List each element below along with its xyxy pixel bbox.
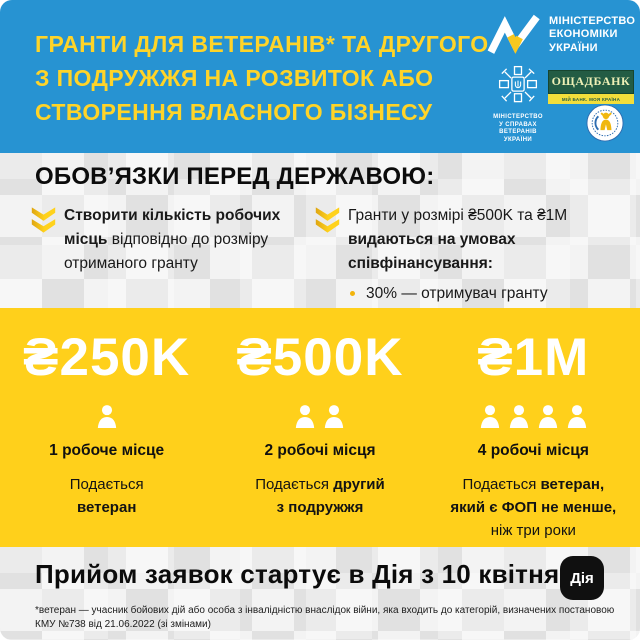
jobs-label: 2 робочі місця — [264, 442, 376, 459]
bullet-dot-icon — [350, 291, 355, 296]
grant-amount: ₴1М — [477, 328, 590, 387]
footnote — [35, 604, 614, 631]
title-line-3: СТВОРЕННЯ ВЛАСНОГО БІЗНЕСУ — [35, 99, 433, 125]
footnote-line-2: КМУ №738 від 21.06.2022 (зі змінами) — [35, 618, 211, 630]
footer-section — [0, 547, 640, 640]
grant-column-1m — [427, 330, 640, 547]
workers-icons — [213, 402, 426, 430]
person-icon — [537, 404, 559, 430]
application-start-announcement: Прийом заявок стартує в Дія з 10 квітня — [35, 559, 560, 589]
economy-ministry-label: МІНІСТЕРСТВО ЕКОНОМІКИ УКРАЇНИ — [549, 14, 636, 54]
grant-description: Подається ветеран — [69, 476, 144, 516]
diia-logo — [560, 556, 604, 600]
grant-amount: ₴250K — [23, 328, 191, 387]
footnote-line-1: *ветеран — учасник бойових дій або особа з інвалідністю внаслідок війни, яка входить до категорій, визначених постановою — [35, 605, 615, 616]
duties-section — [0, 153, 640, 308]
economy-ministry-checkmark-icon — [486, 13, 540, 57]
diia-logo-label: Дія — [570, 569, 594, 587]
person-icon — [479, 404, 501, 430]
person-icon — [508, 404, 530, 430]
veterans-ministry-label: МІНІСТЕРСТВО У СПРАВАХ ВЕТЕРАНІВ УКРАЇНИ — [493, 114, 543, 143]
grant-description: Подається другий з подружжя — [255, 476, 385, 516]
person-icon — [96, 404, 118, 430]
grant-description: Подається ветеран, який є ФОП не менше, ніж три роки — [450, 476, 617, 539]
list-item — [348, 285, 633, 303]
duty-item-jobs: Створити кількість робочих місць відповідно до розміру отриманого гранту — [64, 207, 281, 272]
cofinancing-lines: Гранти у розмірі ₴500K та ₴1М видаються на умовах співфінансування: — [348, 207, 568, 272]
person-icon — [323, 404, 345, 430]
veterans-ministry-emblem-icon — [497, 64, 539, 106]
workers-icons — [0, 402, 213, 430]
title-line-1: ГРАНТИ ДЛЯ ВЕТЕРАНІВ* ТА ДРУГОГО — [35, 31, 489, 57]
double-chevron-down-icon — [30, 205, 57, 235]
employment-service-emblem-icon — [586, 104, 624, 142]
jobs-label: 1 робоче місце — [49, 442, 165, 459]
title-line-2: З ПОДРУЖЖЯ НА РОЗВИТОК АБО — [35, 65, 434, 91]
workers-icons — [427, 402, 640, 430]
grant-amount: ₴500K — [236, 328, 404, 387]
jobs-label: 4 робочі місця — [477, 442, 589, 459]
person-icon — [294, 404, 316, 430]
economy-ministry-logo — [486, 13, 635, 57]
oschadbank-name: ОЩАДБАНК — [548, 70, 634, 94]
grant-column-250k — [0, 330, 213, 547]
oschadbank-tagline: МІЙ БАНК. МОЯ КРАЇНА — [548, 94, 634, 104]
split-recipient: 30% — отримувач гранту — [366, 285, 548, 302]
grants-section — [0, 308, 640, 547]
duties-heading: ОБОВ’ЯЗКИ ПЕРЕД ДЕРЖАВОЮ: — [35, 163, 435, 190]
page-title — [35, 27, 489, 129]
double-chevron-down-icon — [314, 205, 341, 235]
grant-column-500k — [213, 330, 426, 547]
veterans-ministry-logo — [482, 64, 554, 144]
person-icon — [566, 404, 588, 430]
header-banner — [0, 0, 640, 154]
oschadbank-logo — [548, 70, 634, 104]
